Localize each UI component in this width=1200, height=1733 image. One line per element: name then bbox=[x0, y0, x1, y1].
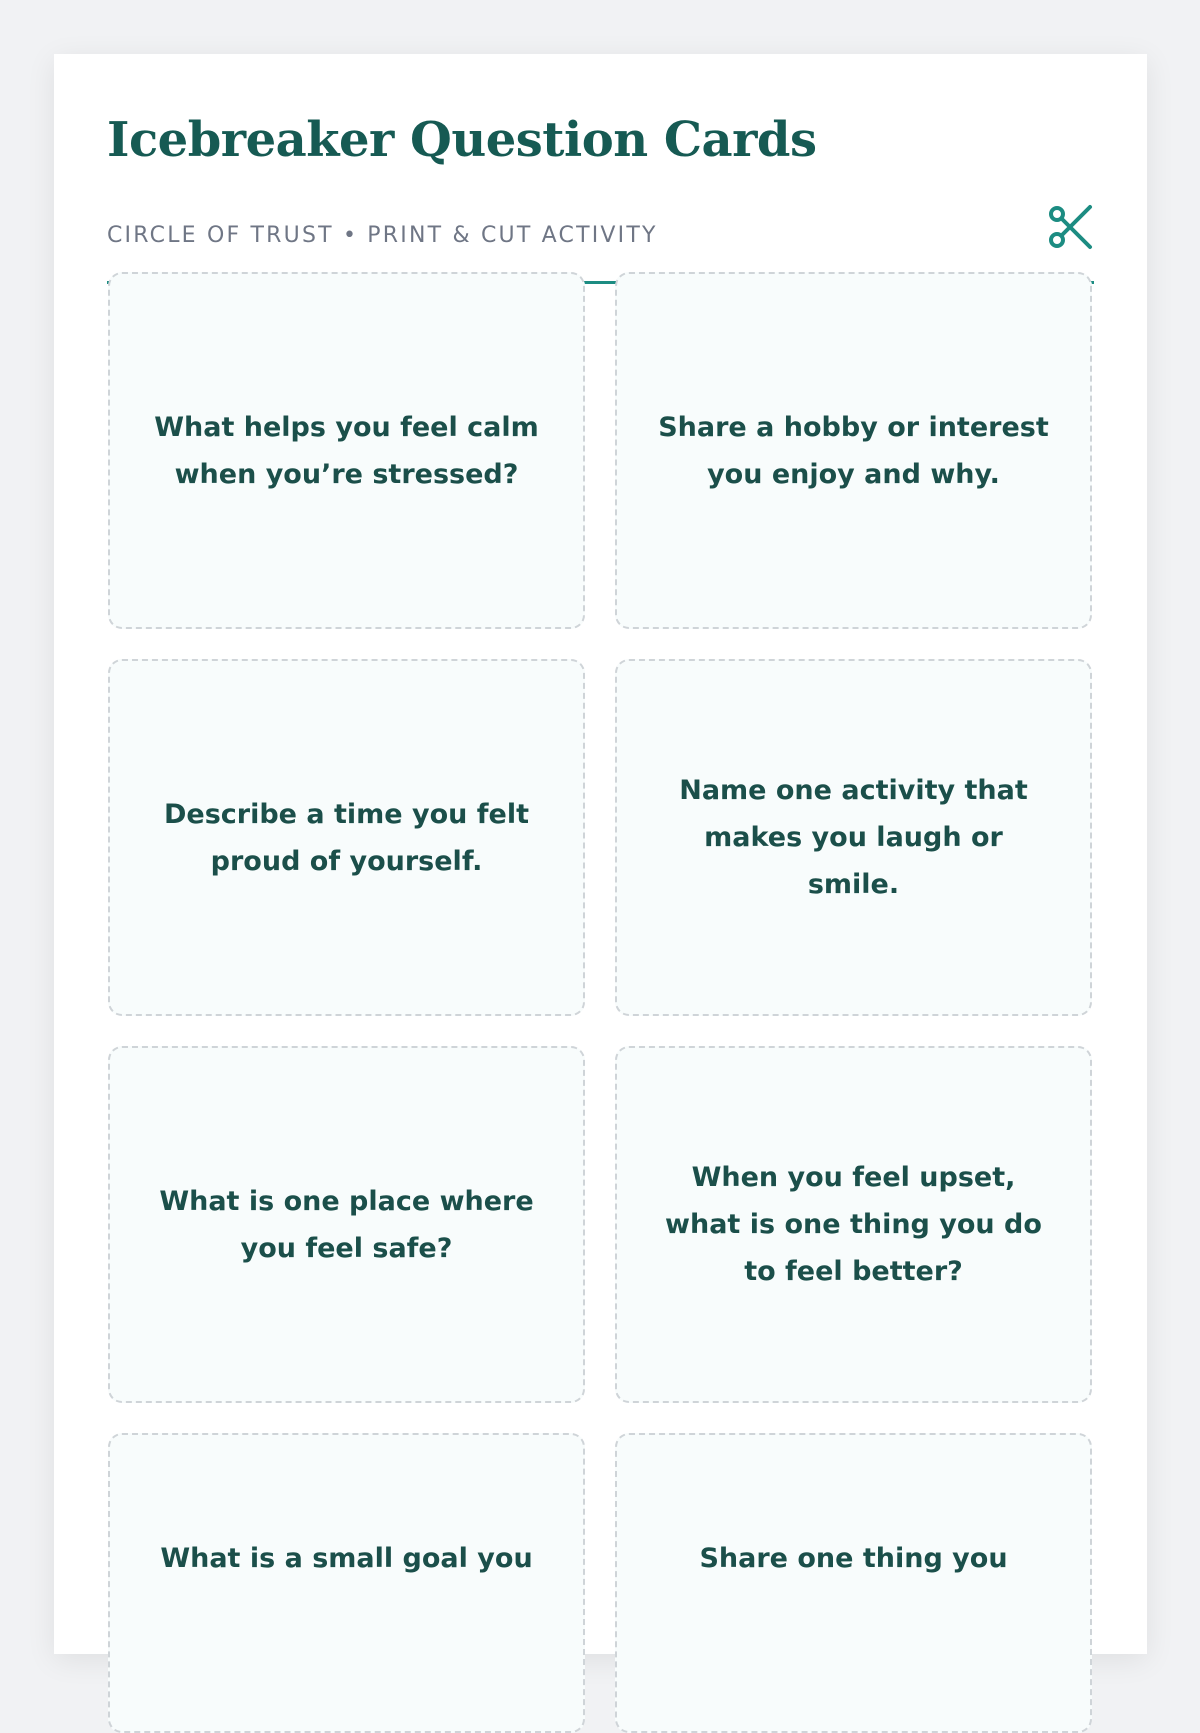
question-card bbox=[108, 1046, 585, 1403]
page-title: Icebreaker Question Cards bbox=[107, 112, 817, 168]
question-text: When you feel upset, what is one thing you do to feel better? bbox=[665, 1162, 1042, 1287]
question-text: What is one place where you feel safe? bbox=[159, 1185, 534, 1264]
scissors-icon bbox=[1048, 204, 1094, 250]
question-card bbox=[615, 659, 1092, 1016]
question-card bbox=[108, 272, 585, 629]
question-text: Share a hobby or interest you enjoy and why. bbox=[658, 411, 1049, 490]
question-text: Share one thing you bbox=[699, 1543, 1008, 1574]
question-card bbox=[108, 1433, 585, 1733]
question-card bbox=[108, 659, 585, 1016]
question-card bbox=[615, 1046, 1092, 1403]
question-text: Name one activity that makes you laugh or smile. bbox=[679, 775, 1028, 900]
worksheet-page bbox=[54, 54, 1147, 1654]
page-header bbox=[107, 110, 1094, 284]
page-subtitle: CIRCLE OF TRUST • PRINT & CUT ACTIVITY bbox=[107, 223, 658, 248]
question-text: Describe a time you felt proud of yourself. bbox=[163, 798, 530, 877]
question-card bbox=[615, 272, 1092, 629]
question-text: What helps you feel calm when you’re stressed? bbox=[154, 411, 539, 490]
question-text: What is a small goal you bbox=[160, 1543, 533, 1574]
question-card bbox=[615, 1433, 1092, 1733]
